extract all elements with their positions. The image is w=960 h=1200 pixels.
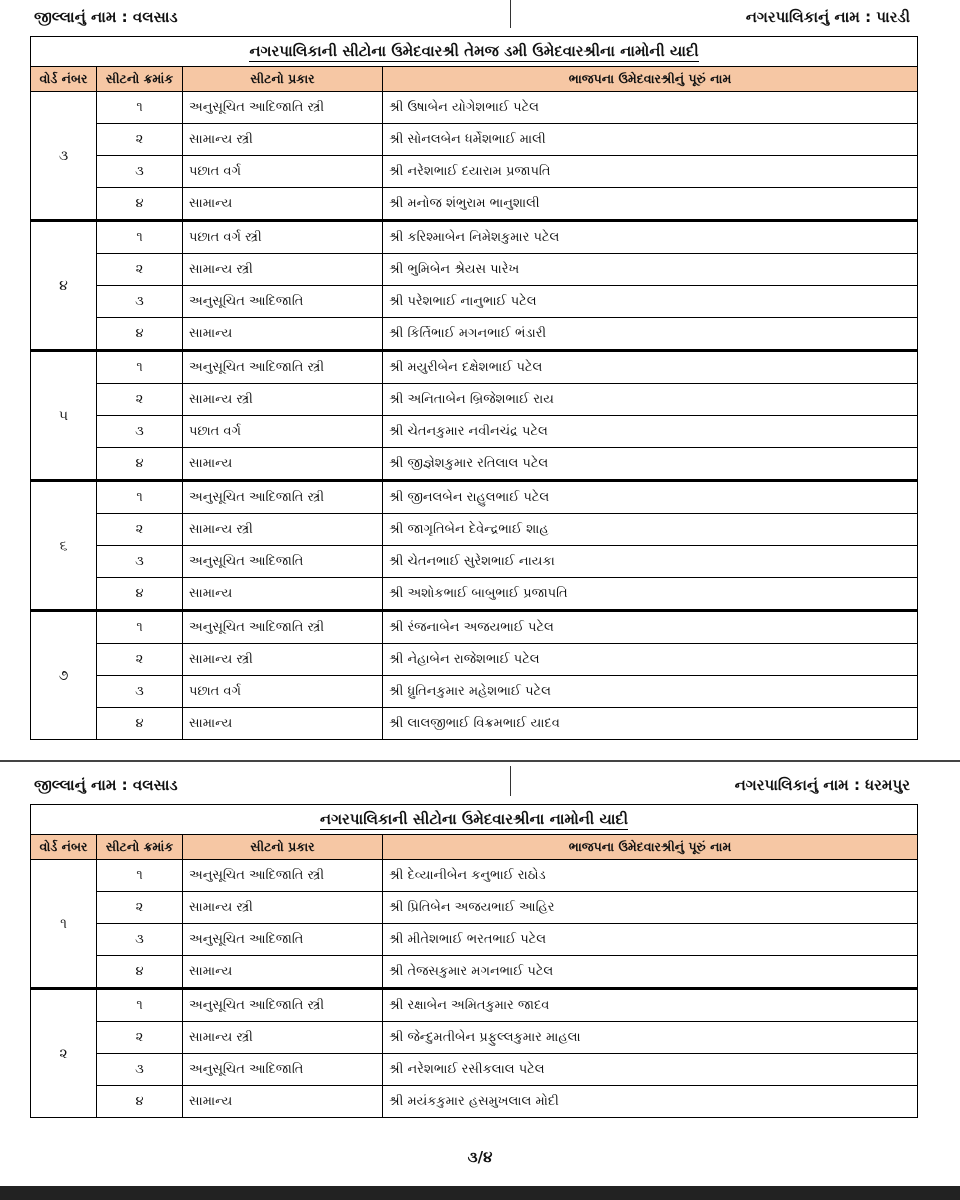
table-title-box [30,804,918,834]
seat-number-cell: ૨ [97,892,183,924]
table-row [31,644,918,676]
seat-type-cell: પછાત વર્ગ [183,676,383,708]
section-header [30,2,918,36]
district-label: જીલ્લાનું નામ : વલસાડ [34,776,178,794]
seat-type-cell: સામાન્ય સ્ત્રી [183,1022,383,1054]
ward-number-cell: ૩ [31,92,97,221]
seat-number-cell: ૩ [97,546,183,578]
seat-number-cell: ૧ [97,351,183,384]
district-label: જીલ્લાનું નામ : વલસાડ [34,8,178,26]
table-header-row [31,67,918,92]
seat-number-cell: ૧ [97,611,183,644]
table-row [31,156,918,188]
candidates-table [30,834,918,1118]
seat-number-cell: ૧ [97,481,183,514]
candidate-name-cell: શ્રી મનોજ શંભુરામ ભાનુશાલી [383,188,918,221]
section-dharampur [30,770,918,1118]
col-name: ભાજપના ઉમેદવારશ્રીનું પૂરું નામ [383,835,918,860]
candidate-name-cell: શ્રી મીતેશભાઈ ભરતભાઈ પટેલ [383,924,918,956]
seat-number-cell: ૨ [97,124,183,156]
seat-type-cell: સામાન્ય સ્ત્રી [183,254,383,286]
seat-type-cell: અનુસૂચિત આદિજાતિ સ્ત્રી [183,611,383,644]
table-row [31,578,918,611]
candidate-name-cell: શ્રી જાગૃતિબેન દેવેન્દ્રભાઈ શાહ [383,514,918,546]
candidate-name-cell: શ્રી નેહાબેન રાજેશભાઈ પટેલ [383,644,918,676]
table-row [31,514,918,546]
ward-number-cell: ૪ [31,221,97,351]
candidate-name-cell: શ્રી ભુમિબેન શ્રેયસ પારેખ [383,254,918,286]
seat-number-cell: ૩ [97,676,183,708]
candidate-name-cell: શ્રી ધ્રુતિનકુમાર મહેશભાઈ પટેલ [383,676,918,708]
seat-number-cell: ૪ [97,708,183,740]
candidate-name-cell: શ્રી કરિશ્માબેન નિમેશકુમાર પટેલ [383,221,918,254]
table-row [31,384,918,416]
seat-type-cell: સામાન્ય [183,956,383,989]
candidate-name-cell: શ્રી રક્ષાબેન અમિતકુમાર જાદવ [383,989,918,1022]
candidate-name-cell: શ્રી નરેશભાઈ રસીકલાલ પટેલ [383,1054,918,1086]
seat-type-cell: સામાન્ય સ્ત્રી [183,384,383,416]
table-row [31,956,918,989]
seat-type-cell: પછાત વર્ગ [183,416,383,448]
seat-number-cell: ૩ [97,1054,183,1086]
col-type: સીટનો પ્રકાર [183,835,383,860]
seat-type-cell: અનુસૂચિત આદિજાતિ [183,286,383,318]
seat-type-cell: અનુસૂચિત આદિજાતિ સ્ત્રી [183,860,383,892]
municipality-label: નગરપાલિકાનું નામ : પારડી [745,8,910,26]
col-seat: સીટનો ક્રમાંક [97,835,183,860]
seat-type-cell: અનુસૂચિત આદિજાતિ [183,924,383,956]
candidate-name-cell: શ્રી લાલજીભાઈ વિક્રમભાઈ યાદવ [383,708,918,740]
ward-number-cell: ૫ [31,351,97,481]
page-number: ૩/૪ [467,1148,493,1166]
seat-type-cell: સામાન્ય સ્ત્રી [183,514,383,546]
candidate-name-cell: શ્રી કિર્તિભાઈ મગનભાઈ ભંડારી [383,318,918,351]
col-type: સીટનો પ્રકાર [183,67,383,92]
section-header [30,770,918,804]
seat-type-cell: સામાન્ય [183,188,383,221]
seat-number-cell: ૨ [97,514,183,546]
candidates-table [30,66,918,740]
table-row [31,1022,918,1054]
table-row [31,1054,918,1086]
table-title: નગરપાલિકાની સીટોના ઉમેદવારશ્રી તેમજ ડમી ઉમેદવારશ્રીના નામોની યાદી [249,42,699,60]
col-seat: સીટનો ક્રમાંક [97,67,183,92]
seat-number-cell: ૨ [97,644,183,676]
candidate-name-cell: શ્રી નરેશભાઈ દયારામ પ્રજાપતિ [383,156,918,188]
table-row [31,124,918,156]
seat-type-cell: સામાન્ય [183,708,383,740]
seat-type-cell: અનુસૂચિત આદિજાતિ [183,546,383,578]
seat-number-cell: ૪ [97,578,183,611]
seat-type-cell: સામાન્ય સ્ત્રી [183,892,383,924]
seat-number-cell: ૪ [97,448,183,481]
table-row [31,1086,918,1118]
candidate-name-cell: શ્રી મયંકકુમાર હસમુખલાલ મોદી [383,1086,918,1118]
candidate-name-cell: શ્રી ઉષાબેન યોગેશભાઈ પટેલ [383,92,918,124]
seat-number-cell: ૧ [97,860,183,892]
seat-number-cell: ૩ [97,156,183,188]
seat-number-cell: ૧ [97,92,183,124]
candidate-name-cell: શ્રી જેન્દુમતીબેન પ્રફુલ્લકુમાર માહલા [383,1022,918,1054]
candidate-name-cell: શ્રી તેજસકુમાર મગનભાઈ પટેલ [383,956,918,989]
section-divider [0,760,960,762]
ward-number-cell: ૭ [31,611,97,740]
table-row [31,546,918,578]
header-divider [510,0,511,28]
seat-type-cell: સામાન્ય સ્ત્રી [183,644,383,676]
ward-number-cell: ૨ [31,989,97,1118]
candidate-name-cell: શ્રી દેવ્યાનીબેન કનુભાઈ રાઠોડ [383,860,918,892]
seat-type-cell: સામાન્ય [183,448,383,481]
table-row [31,448,918,481]
seat-type-cell: અનુસૂચિત આદિજાતિ સ્ત્રી [183,989,383,1022]
seat-type-cell: અનુસૂચિત આદિજાતિ સ્ત્રી [183,481,383,514]
table-row [31,481,918,514]
table-row [31,676,918,708]
ward-number-cell: ૧ [31,860,97,989]
seat-type-cell: સામાન્ય [183,578,383,611]
table-body [31,860,918,1118]
table-row [31,611,918,644]
bottom-bar [0,1186,960,1200]
ward-number-cell: ૬ [31,481,97,611]
table-row [31,860,918,892]
seat-number-cell: ૩ [97,286,183,318]
candidate-name-cell: શ્રી અનિતાબેન બ્રિજેશભાઈ રાય [383,384,918,416]
col-ward: વોર્ડ નંબર [31,67,97,92]
section-pardi [30,2,918,740]
candidate-name-cell: શ્રી ચેતનકુમાર નવીનચંદ્ર પટેલ [383,416,918,448]
candidate-name-cell: શ્રી ચેતનભાઈ સુરેશભાઈ નાયકા [383,546,918,578]
candidate-name-cell: શ્રી પ્રિતિબેન અજયભાઈ આહિર [383,892,918,924]
seat-number-cell: ૧ [97,989,183,1022]
seat-number-cell: ૪ [97,318,183,351]
seat-number-cell: ૧ [97,221,183,254]
seat-number-cell: ૨ [97,1022,183,1054]
seat-number-cell: ૪ [97,1086,183,1118]
candidate-name-cell: શ્રી મયુરીબેન દક્ષેશભાઈ પટેલ [383,351,918,384]
seat-number-cell: ૪ [97,956,183,989]
candidate-name-cell: શ્રી સોનલબેન ધર્મેશભાઈ માલી [383,124,918,156]
table-row [31,989,918,1022]
table-row [31,92,918,124]
seat-type-cell: સામાન્ય સ્ત્રી [183,124,383,156]
table-row [31,351,918,384]
seat-type-cell: પછાત વર્ગ [183,156,383,188]
candidate-name-cell: શ્રી રંજનાબેન અજયભાઈ પટેલ [383,611,918,644]
seat-type-cell: સામાન્ય [183,1086,383,1118]
candidate-name-cell: શ્રી જીજ્ઞેશકુમાર રતિલાલ પટેલ [383,448,918,481]
seat-number-cell: ૨ [97,254,183,286]
col-name: ભાજપના ઉમેદવારશ્રીનું પૂરું નામ [383,67,918,92]
seat-type-cell: અનુસૂચિત આદિજાતિ [183,1054,383,1086]
header-divider [510,766,511,796]
table-row [31,221,918,254]
seat-type-cell: સામાન્ય [183,318,383,351]
table-row [31,416,918,448]
col-ward: વોર્ડ નંબર [31,835,97,860]
table-row [31,318,918,351]
table-body [31,92,918,740]
seat-number-cell: ૪ [97,188,183,221]
table-row [31,924,918,956]
candidate-name-cell: શ્રી અશોકભાઈ બાબુભાઈ પ્રજાપતિ [383,578,918,611]
table-title: નગરપાલિકાની સીટોના ઉમેદવારશ્રીના નામોની યાદી [319,810,629,828]
table-header-row [31,835,918,860]
seat-type-cell: અનુસૂચિત આદિજાતિ સ્ત્રી [183,92,383,124]
candidate-name-cell: શ્રી જીનલબેન રાહુલભાઈ પટેલ [383,481,918,514]
table-row [31,892,918,924]
municipality-label: નગરપાલિકાનું નામ : ધરમપુર [734,776,910,794]
candidate-name-cell: શ્રી પરેશભાઈ નાનુભાઈ પટેલ [383,286,918,318]
table-row [31,188,918,221]
table-row [31,708,918,740]
seat-number-cell: ૩ [97,924,183,956]
table-title-box [30,36,918,66]
seat-number-cell: ૩ [97,416,183,448]
seat-number-cell: ૨ [97,384,183,416]
seat-type-cell: અનુસૂચિત આદિજાતિ સ્ત્રી [183,351,383,384]
table-row [31,286,918,318]
seat-type-cell: પછાત વર્ગ સ્ત્રી [183,221,383,254]
table-row [31,254,918,286]
